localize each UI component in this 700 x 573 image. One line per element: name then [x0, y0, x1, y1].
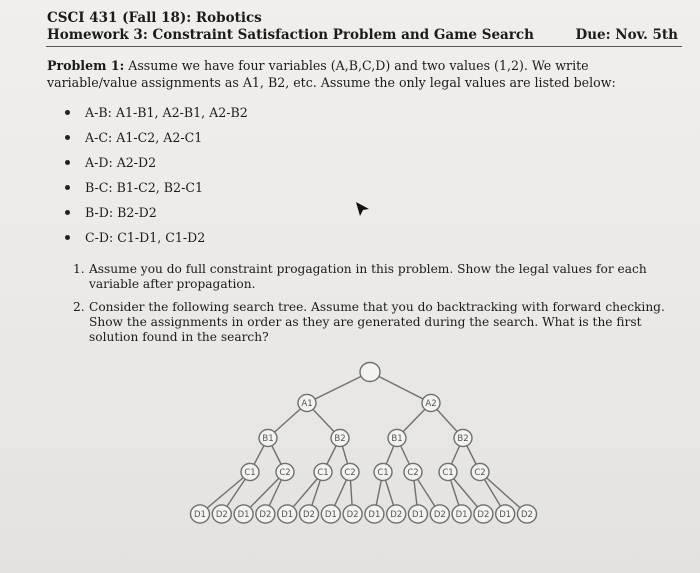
tree-node-d	[430, 505, 449, 523]
tree-node-b	[331, 429, 349, 446]
tree-node-b	[259, 429, 277, 446]
tree-node-a	[298, 394, 316, 411]
tree-node-c	[341, 463, 359, 480]
tree-node-d-label: D1	[412, 510, 424, 521]
list-item: A-C: A1-C2, A2-C1	[65, 129, 248, 154]
tree-node-c-label: C1	[377, 468, 389, 479]
problem-intro: Assume we have four variables (A,B,C,D) and two values (1,2). We write variable/value assignments as A1, B2, etc. Assume the only legal values are listed below:	[47, 58, 616, 90]
tree-node-d	[452, 505, 471, 523]
due-date: Due: Nov. 5th	[575, 27, 678, 43]
tree-node-d	[387, 505, 406, 523]
tree-node-d-label: D2	[259, 510, 272, 521]
homework-title: Homework 3: Constraint Satisfaction Problem and Game Search	[47, 27, 534, 43]
tree-node-d-label: D2	[346, 510, 359, 521]
question-1: 1. Assume you do full constraint progagation in this problem. Show the legal values for each variable after propagation.	[73, 262, 647, 291]
problem-label: Problem 1:	[47, 58, 125, 73]
tree-node-c	[241, 463, 259, 480]
tree-node-d-label: D1	[281, 510, 294, 521]
tree-node-d-label: D2	[303, 510, 315, 521]
list-item: C-D: C1-D1, C1-D2	[65, 229, 248, 254]
tree-node-c	[439, 463, 457, 480]
tree-node-d-label: D2	[433, 510, 446, 521]
tree-node-d-label: D2	[477, 510, 490, 521]
tree-node-d-label: D1	[499, 510, 512, 521]
tree-node-b-label: B2	[334, 434, 346, 445]
tree-node-a	[422, 394, 440, 411]
tree-node-c-label: C2	[407, 468, 419, 479]
list-item: A-B: A1-B1, A2-B1, A2-B2	[65, 104, 248, 129]
course-title: CSCI 431 (Fall 18): Robotics	[47, 10, 262, 26]
tree-node-d-label: D1	[194, 510, 206, 521]
tree-node-c	[276, 463, 294, 480]
tree-node-d	[474, 505, 493, 523]
tree-node-c-label: C2	[279, 468, 291, 479]
tree-node-d-label: D2	[521, 510, 533, 521]
list-item: A-D: A2-D2	[65, 154, 248, 179]
tree-node-a-label: A2	[425, 399, 437, 410]
tree-node-d	[234, 505, 253, 523]
tree-node-c-label: C2	[474, 468, 486, 479]
tree-node-d	[256, 505, 275, 523]
tree-node-d	[409, 505, 428, 523]
tree-node-c-label: C2	[344, 468, 356, 479]
tree-node-d	[518, 505, 537, 523]
tree-node-d	[365, 505, 384, 523]
tree-node-a-label: A1	[301, 399, 313, 410]
question-2: 2. Consider the following search tree. Assume that you do backtracking with forward checking. Show the assignments in order as they are generated during the search. What is the first solution found in the search?	[73, 300, 665, 344]
tree-node-c	[404, 463, 422, 480]
tree-node-c-label: C1	[442, 468, 454, 479]
tree-node-d	[496, 505, 515, 523]
tree-node-c-label: C1	[244, 468, 256, 479]
tree-node-d-label: D1	[324, 510, 337, 521]
tree-node-d	[278, 505, 297, 523]
list-item: B-C: B1-C2, B2-C1	[65, 179, 248, 204]
tree-node-b	[454, 429, 472, 446]
tree-node-d	[300, 505, 319, 523]
tree-node-d	[343, 505, 362, 523]
tree-node-d	[321, 505, 340, 523]
tree-node-d-label: D1	[237, 510, 250, 521]
tree-node-b	[388, 429, 406, 446]
tree-node-root	[360, 363, 380, 382]
tree-node-c	[374, 463, 392, 480]
tree-node-d-label: D1	[368, 510, 381, 521]
tree-node-b-label: B1	[262, 434, 274, 445]
tree-node-d-label: D1	[455, 510, 468, 521]
list-item: B-D: B2-D2	[65, 204, 248, 229]
tree-node-c	[314, 463, 332, 480]
tree-node-d	[191, 505, 210, 523]
tree-node-d	[212, 505, 231, 523]
tree-node-c-label: C1	[317, 468, 329, 479]
tree-node-d-label: D2	[215, 510, 228, 521]
mouse-cursor-icon	[355, 201, 371, 219]
tree-node-c	[471, 463, 489, 480]
tree-node-b-label: B1	[391, 434, 403, 445]
tree-node-d-label: D2	[390, 510, 403, 521]
tree-node-b-label: B2	[457, 434, 469, 445]
tree-node-root-circle	[360, 363, 380, 382]
